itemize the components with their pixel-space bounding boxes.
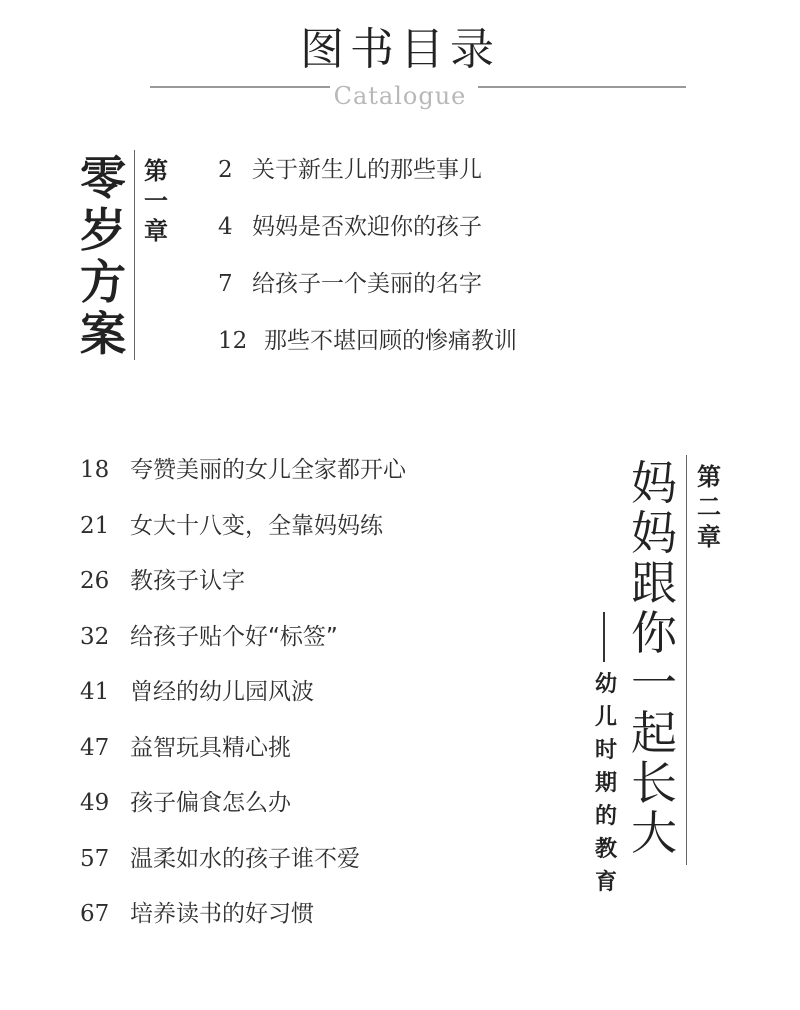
- vertical-char: 第: [144, 156, 168, 185]
- toc-entry-title: 给孩子一个美丽的名字: [252, 271, 482, 297]
- vertical-char: 你: [631, 606, 677, 660]
- chapter-2-toc-list: [80, 452, 406, 952]
- vertical-char: 期: [594, 771, 617, 796]
- toc-entry[interactable]: [80, 896, 406, 952]
- toc-entry[interactable]: [80, 619, 406, 675]
- chapter-2-subtitle: [592, 668, 620, 899]
- vertical-char: 的: [594, 804, 617, 829]
- toc-entry[interactable]: [80, 508, 406, 564]
- vertical-char: 方: [80, 255, 126, 309]
- vertical-char: 妈: [631, 456, 677, 510]
- chapter-1-number: [142, 156, 170, 246]
- chapter-2-title: [628, 458, 680, 858]
- vertical-char: 案: [80, 307, 126, 361]
- toc-page-number: 7: [218, 271, 233, 297]
- toc-entry[interactable]: [80, 730, 406, 786]
- toc-page-number: 4: [218, 214, 233, 240]
- vertical-char: 育: [594, 870, 617, 895]
- vertical-char: 第: [697, 462, 721, 491]
- vertical-char: 一: [631, 656, 677, 710]
- vertical-char: 章: [697, 522, 721, 551]
- vertical-char: 一: [144, 186, 168, 215]
- vertical-char: 长: [631, 756, 677, 810]
- toc-entry-title: 夸赞美丽的女儿全家都开心: [130, 457, 406, 483]
- vertical-char: 跟: [631, 556, 677, 610]
- vertical-char: 岁: [80, 203, 126, 257]
- vertical-char: 儿: [594, 705, 617, 730]
- toc-page-number: 26: [80, 568, 110, 594]
- chapter-1-toc-list: [218, 152, 517, 380]
- toc-entry-title: 温柔如水的孩子谁不爱: [130, 845, 360, 872]
- toc-page-number: 67: [80, 901, 110, 927]
- toc-entry[interactable]: [218, 152, 517, 209]
- vertical-char: 二: [697, 492, 721, 521]
- chapter-1-title: [78, 152, 128, 360]
- toc-entry[interactable]: [80, 674, 406, 730]
- vertical-char: 妈: [631, 506, 677, 560]
- toc-page-number: 57: [80, 845, 110, 872]
- toc-entry-title: 孩子偏食怎么办: [130, 790, 291, 816]
- toc-page-number: 32: [80, 623, 110, 650]
- chapter-2-number: [694, 462, 724, 552]
- vertical-char: 零: [80, 151, 126, 205]
- toc-entry[interactable]: [218, 266, 517, 323]
- toc-entry-title: 关于新生儿的那些事儿: [252, 157, 482, 183]
- chapter-2-subtitle-dash: [603, 612, 605, 662]
- toc-entry[interactable]: [218, 209, 517, 266]
- toc-entry[interactable]: [80, 841, 406, 897]
- page-subtitle: Catalogue: [333, 82, 467, 110]
- toc-entry-title: 给孩子贴个好“标签”: [130, 623, 338, 650]
- toc-entry[interactable]: [218, 323, 517, 380]
- toc-page-number: 49: [80, 790, 110, 816]
- toc-entry-title: 女大十八变，全靠妈妈练: [130, 512, 383, 539]
- chapter-1-divider: [134, 150, 135, 360]
- toc-page-number: 12: [218, 328, 248, 354]
- toc-entry-title: 培养读书的好习惯: [130, 901, 314, 927]
- toc-entry[interactable]: [80, 452, 406, 508]
- toc-entry-title: 曾经的幼儿园风波: [130, 679, 314, 705]
- toc-entry-title: 妈妈是否欢迎你的孩子: [252, 214, 482, 240]
- toc-entry[interactable]: [80, 785, 406, 841]
- vertical-char: 教: [594, 837, 617, 862]
- toc-page-number: 2: [218, 157, 233, 183]
- toc-entry-title: 益智玩具精心挑: [130, 734, 291, 761]
- vertical-char: 大: [631, 806, 677, 860]
- page-title: 图书目录: [300, 24, 500, 75]
- toc-page-number: 18: [80, 457, 110, 483]
- toc-page-number: 47: [80, 734, 110, 761]
- toc-entry[interactable]: [80, 563, 406, 619]
- vertical-char: 时: [594, 738, 617, 763]
- toc-entry-title: 教孩子认字: [130, 568, 245, 594]
- vertical-char: 章: [144, 216, 168, 245]
- toc-page-number: 21: [80, 512, 110, 539]
- toc-entry-title: 那些不堪回顾的惨痛教训: [264, 328, 517, 354]
- chapter-2-divider: [686, 455, 687, 865]
- vertical-char: 幼: [594, 672, 617, 697]
- toc-page-number: 41: [80, 679, 110, 705]
- vertical-char: 起: [631, 706, 677, 760]
